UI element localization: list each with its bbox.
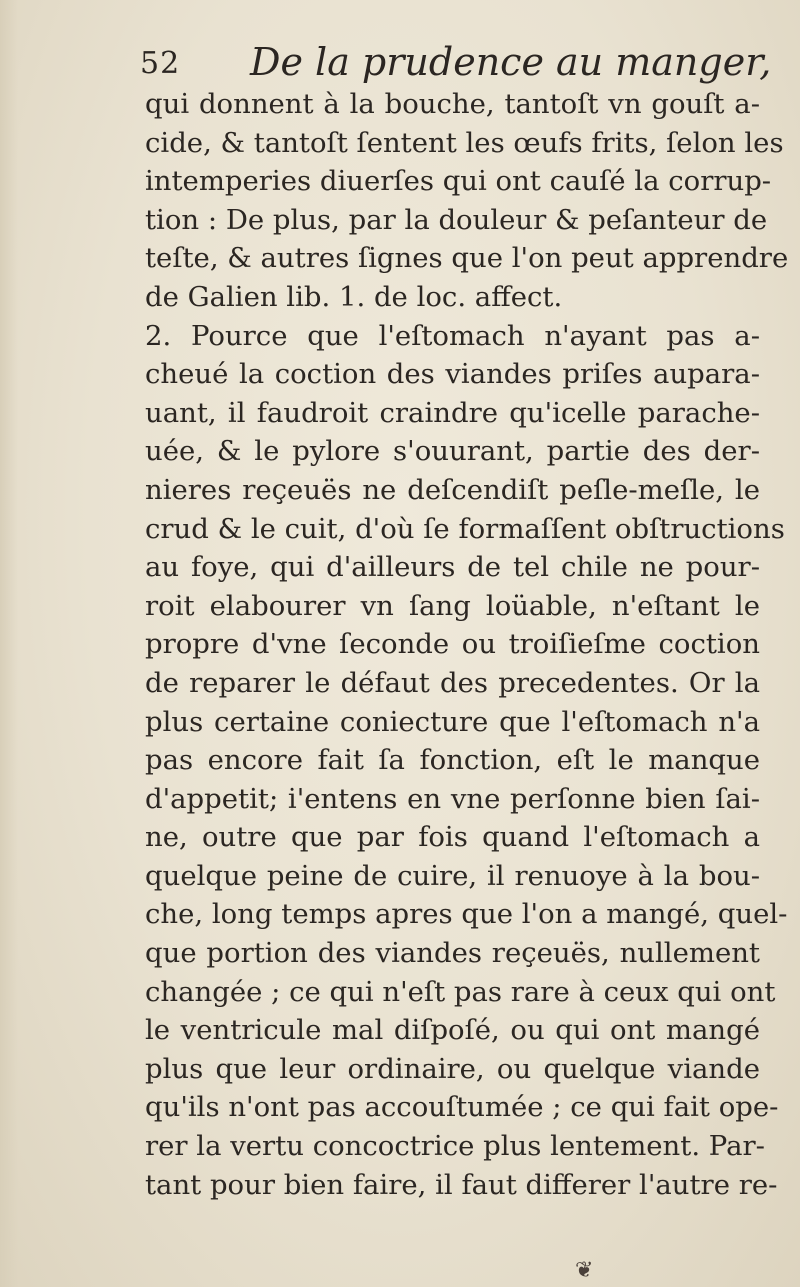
body-text [145, 85, 789, 1204]
text-line: cheué la coction des viandes priſes aupara- [145, 358, 760, 391]
text-line: tant pour bien faire, il faut differer l'autre re- [145, 1168, 778, 1201]
text-line: nieres reçeuës ne deſcendiſt peſle-meſle, le [145, 473, 760, 506]
text-line: changée ; ce qui n'eſt pas rare à ceux qui ont [145, 975, 776, 1008]
text-line: pas encore fait ſa fonction, eſt le manque [145, 744, 760, 777]
text-line: rer la vertu concoctrice plus lentement. Par- [145, 1130, 765, 1163]
text-line: roit elabourer vn ſang loüable, n'eſtant le [145, 589, 760, 622]
text-line: uant, il faudroit craindre qu'icelle parache- [145, 396, 760, 429]
printers-ornament-icon: ❦ [575, 1258, 594, 1283]
text-line: propre d'vne ſeconde ou troiſieſme coction [145, 628, 760, 661]
text-line: au foye, qui d'ailleurs de tel chile ne pour- [145, 551, 760, 584]
text-line: uée, & le pylore s'ouurant, partie des der- [145, 435, 760, 468]
text-line: quelque peine de cuire, il renuoye à la bou- [145, 859, 760, 892]
page-number: 52 [140, 46, 181, 81]
text-line: d'appetit; i'entens en vne perſonne bien ſai- [145, 782, 760, 815]
page-header [140, 40, 772, 90]
text-line: plus que leur ordinaire, ou quelque viande [145, 1052, 760, 1085]
text-line: intemperies diuerſes qui ont cauſé la corrup- [145, 165, 772, 198]
text-line: le ventricule mal diſpoſé, ou qui ont mangé [145, 1014, 760, 1047]
text-line: qu'ils n'ont pas accouſtumée ; ce qui fait ope- [145, 1091, 779, 1124]
text-line: teſte, & autres ſignes que l'on peut apprendre [145, 242, 789, 275]
text-line: de reparer le défaut des precedentes. Or la [145, 666, 760, 699]
text-line: che, long temps apres que l'on a mangé, quel- [145, 898, 788, 931]
text-line: que portion des viandes reçeuës, nullement [145, 937, 760, 970]
text-line: tion : De plus, par la douleur & peſanteur de [145, 203, 768, 236]
text-line: plus certaine coniecture que l'eſtomach n'a [145, 705, 760, 738]
text-line: crud & le cuit, d'où ſe formaſſent obſtructions [145, 512, 785, 545]
text-line-citation: de Galien lib. 1. de loc. affect. [145, 280, 563, 313]
text-line: ne, outre que par fois quand l'eſtomach a [145, 821, 760, 854]
page-edge-shadow [0, 0, 18, 1287]
text-line-paragraph-start: 2. Pource que l'eſtomach n'ayant pas a- [145, 319, 760, 352]
text-line: qui donnent à la bouche, tantoſt vn gouſt a- [145, 88, 760, 120]
text-line: cide, & tantoſt ſentent les œufs frits, ſelon les [145, 126, 784, 159]
running-title: De la prudence au manger, [250, 40, 772, 84]
